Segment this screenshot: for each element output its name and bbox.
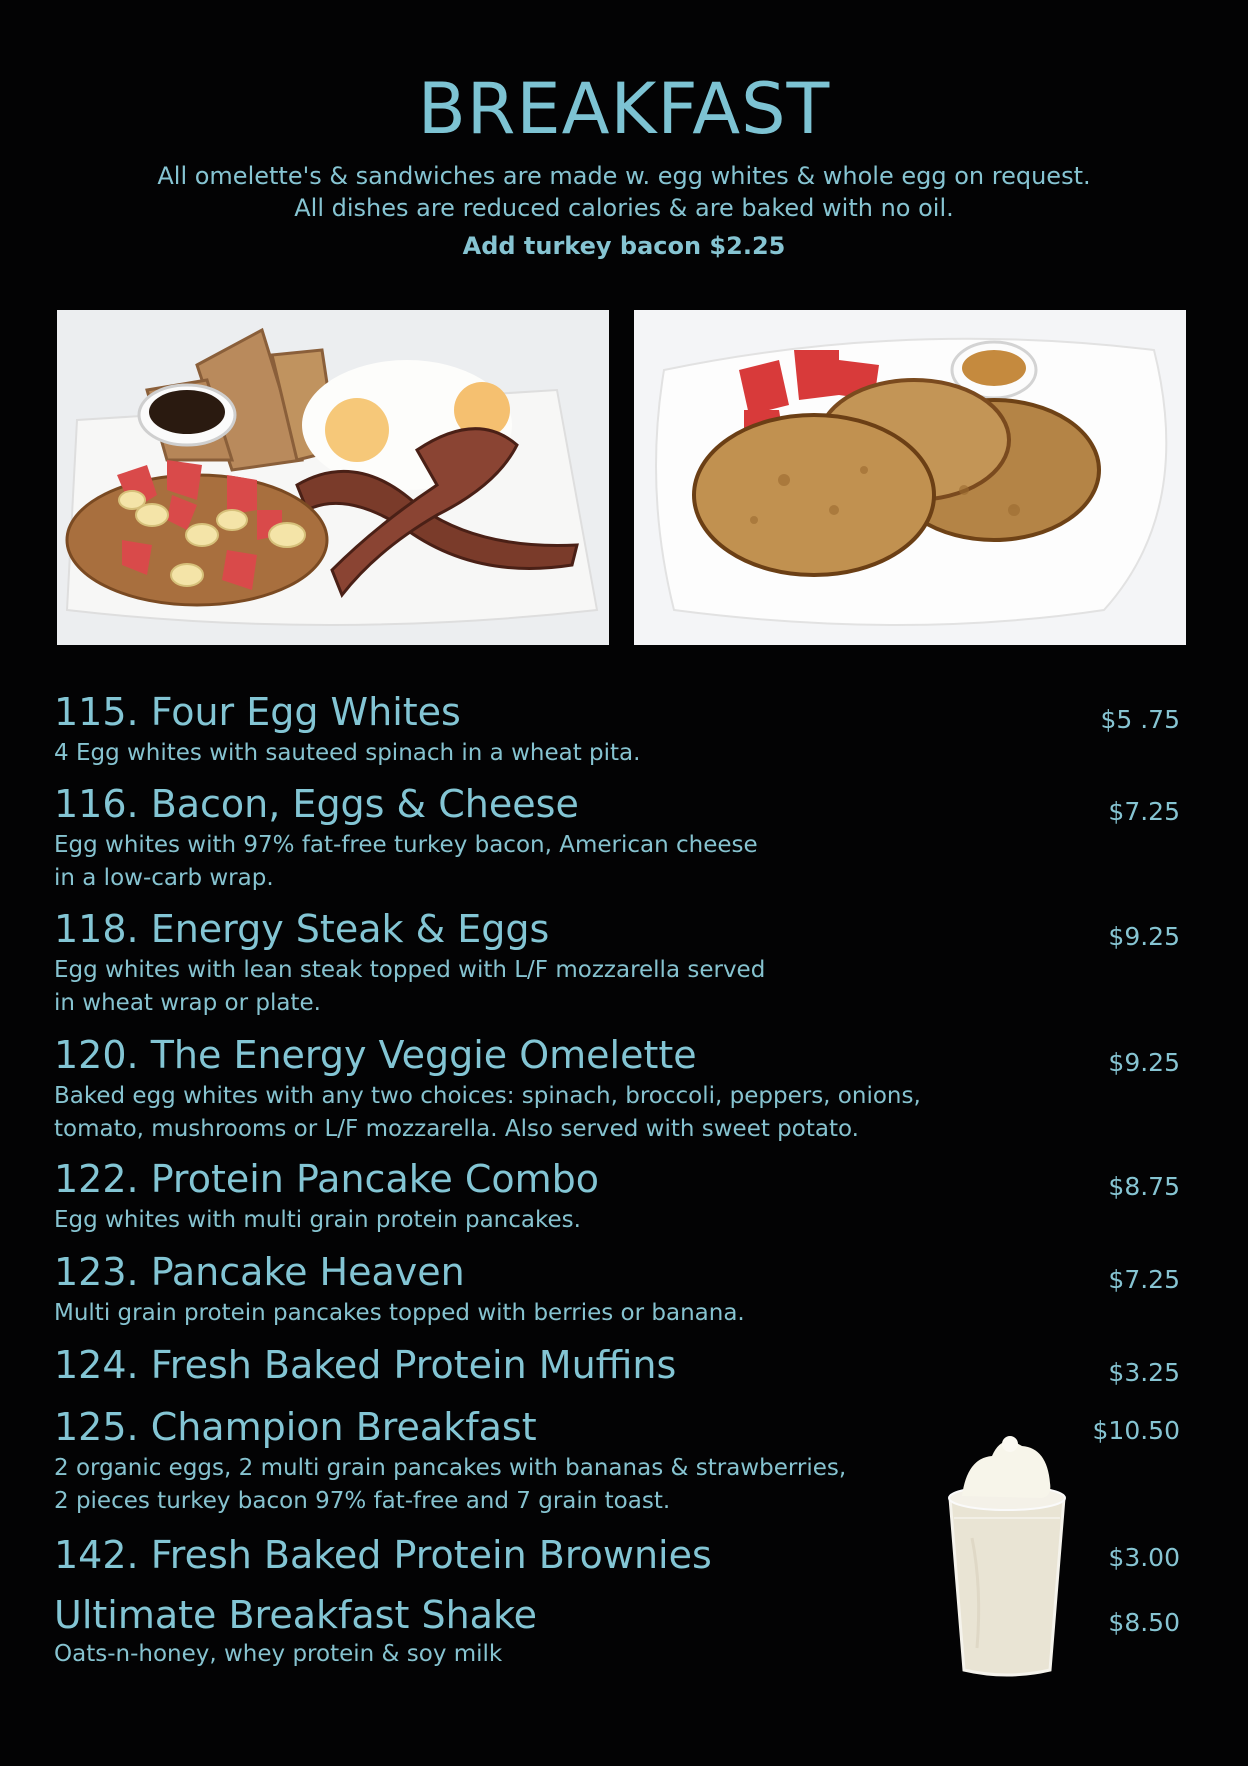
menu-item-price: $3.00 <box>1108 1543 1180 1572</box>
menu-note: All dishes are reduced calories & are baked with no oil. <box>294 194 954 222</box>
menu-item-price: $8.50 <box>1108 1608 1180 1637</box>
menu-item-description: Egg whites with 97% fat-free turkey bacon, American cheese <box>54 832 758 858</box>
menu-item-description: in a low-carb wrap. <box>54 865 274 891</box>
menu-item-description: Egg whites with lean steak topped with L/F mozzarella served <box>54 957 766 983</box>
menu-item-price: $9.25 <box>1108 1048 1180 1077</box>
menu-item-description: 2 organic eggs, 2 multi grain pancakes with bananas & strawberries, <box>54 1455 847 1481</box>
menu-item-name: 116. Bacon, Eggs & Cheese <box>54 782 579 826</box>
menu-item-description: 2 pieces turkey bacon 97% fat-free and 7 grain toast. <box>54 1488 671 1514</box>
menu-item-description: Multi grain protein pancakes topped with berries or banana. <box>54 1300 745 1326</box>
menu-item-description: tomato, mushrooms or L/F mozzarella. Also served with sweet potato. <box>54 1116 859 1142</box>
menu-item-description: Oats-n-honey, whey protein & soy milk <box>54 1641 503 1667</box>
menu-item-price: $5 .75 <box>1100 705 1180 734</box>
menu-item-name: 125. Champion Breakfast <box>54 1405 537 1449</box>
pancakes-photo <box>634 310 1186 645</box>
menu-item-description: 4 Egg whites with sauteed spinach in a wheat pita. <box>54 740 641 766</box>
menu-item-price: $3.25 <box>1108 1358 1180 1387</box>
menu-item-description: Baked egg whites with any two choices: spinach, broccoli, peppers, onions, <box>54 1083 921 1109</box>
menu-item-description: in wheat wrap or plate. <box>54 990 321 1016</box>
menu-item-description: Egg whites with multi grain protein pancakes. <box>54 1207 581 1233</box>
add-on-note: Add turkey bacon $2.25 <box>462 232 786 260</box>
breakfast-plate-photo <box>57 310 609 645</box>
menu-item-price: $10.50 <box>1092 1416 1180 1445</box>
menu-item-price: $9.25 <box>1108 922 1180 951</box>
page-title: BREAKFAST <box>417 68 831 150</box>
menu-item-name: Ultimate Breakfast Shake <box>54 1593 537 1637</box>
menu-item-name: 118. Energy Steak & Eggs <box>54 907 550 951</box>
menu-item-price: $7.25 <box>1108 1265 1180 1294</box>
menu-item-name: 142. Fresh Baked Protein Brownies <box>54 1533 712 1577</box>
menu-note: All omelette's & sandwiches are made w. egg whites & whole egg on request. <box>157 162 1091 190</box>
menu-item-name: 124. Fresh Baked Protein Muffins <box>54 1343 677 1387</box>
menu-item-name: 122. Protein Pancake Combo <box>54 1157 600 1201</box>
menu-item-name: 120. The Energy Veggie Omelette <box>54 1033 697 1077</box>
menu-item-price: $7.25 <box>1108 797 1180 826</box>
menu-item-price: $8.75 <box>1108 1172 1180 1201</box>
menu-item-name: 123. Pancake Heaven <box>54 1250 465 1294</box>
menu-item-name: 115. Four Egg Whites <box>54 690 461 734</box>
shake-cup-image <box>932 1428 1082 1678</box>
